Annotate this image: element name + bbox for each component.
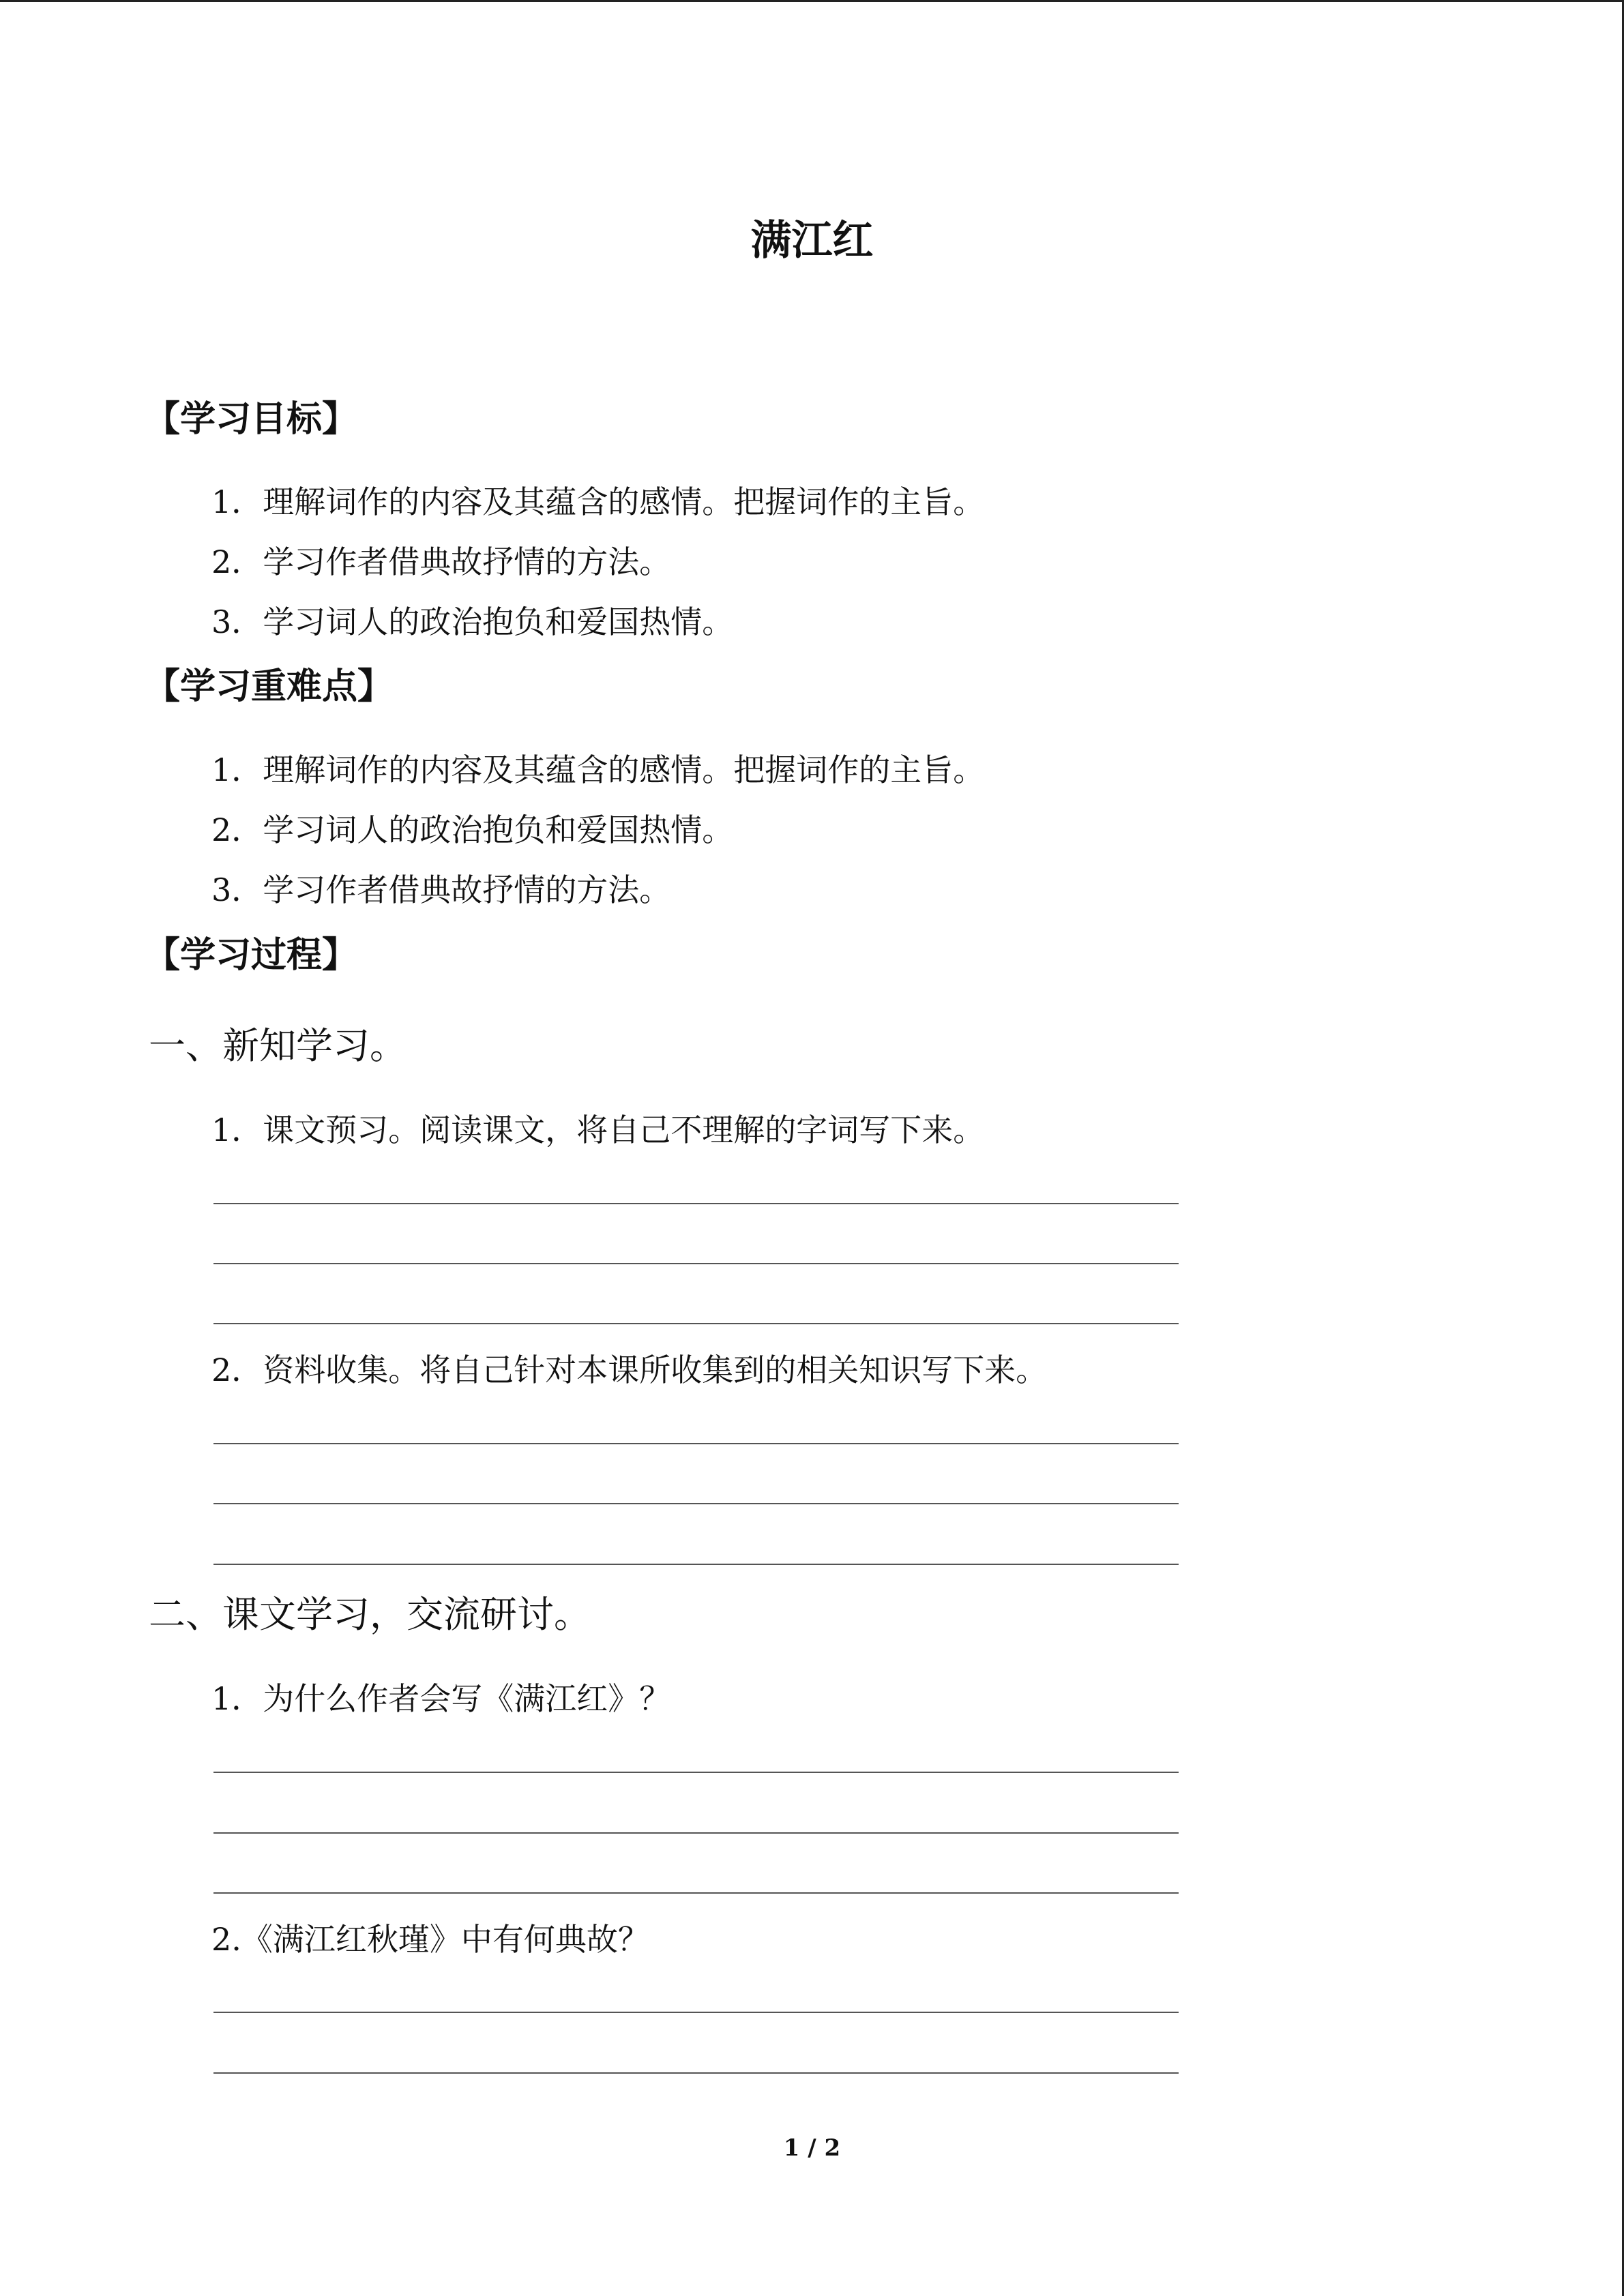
section-1-title: 一、新知学习。 <box>149 1024 407 1067</box>
key-point-item-1: 1．理解词作的内容及其蕴含的感情。把握词作的主旨。 <box>211 751 985 788</box>
answer-line[interactable] <box>213 1832 1179 1834</box>
key-point-item-3: 3．学习作者借典故抒情的方法。 <box>211 871 671 908</box>
key-points-heading: 【学习重难点】 <box>145 666 394 707</box>
answer-line[interactable] <box>213 1323 1179 1324</box>
answer-line[interactable] <box>213 1772 1179 1773</box>
page-title: 满江红 <box>750 217 874 265</box>
answer-line[interactable] <box>213 1564 1179 1565</box>
process-heading: 【学习过程】 <box>145 935 358 976</box>
answer-line[interactable] <box>213 1203 1179 1204</box>
answer-line[interactable] <box>213 2012 1179 2013</box>
objective-item-2: 2．学习作者借典故抒情的方法。 <box>211 543 671 580</box>
objectives-heading: 【学习目标】 <box>145 399 358 440</box>
page-number: 1 / 2 <box>783 2134 841 2162</box>
answer-line[interactable] <box>213 1892 1179 1894</box>
answer-line[interactable] <box>213 1503 1179 1504</box>
section-2-question-2: 2.《满江红秋瑾》中有何典故？ <box>211 1921 649 1958</box>
objective-item-3: 3．学习词人的政治抱负和爱国热情。 <box>211 603 734 640</box>
section-1-question-1: 1．课文预习。阅读课文，将自己不理解的字词写下来。 <box>211 1112 985 1148</box>
section-1-question-2: 2．资料收集。将自己针对本课所收集到的相关知识写下来。 <box>211 1352 1048 1388</box>
answer-line[interactable] <box>213 2072 1179 2074</box>
objective-item-1: 1．理解词作的内容及其蕴含的感情。把握词作的主旨。 <box>211 483 985 520</box>
section-2-title: 二、课文学习，交流研讨。 <box>149 1593 591 1636</box>
answer-line[interactable] <box>213 1443 1179 1444</box>
key-point-item-2: 2．学习词人的政治抱负和爱国热情。 <box>211 811 734 848</box>
answer-line[interactable] <box>213 1263 1179 1264</box>
section-2-question-1: 1．为什么作者会写《满江红》？ <box>211 1680 671 1717</box>
